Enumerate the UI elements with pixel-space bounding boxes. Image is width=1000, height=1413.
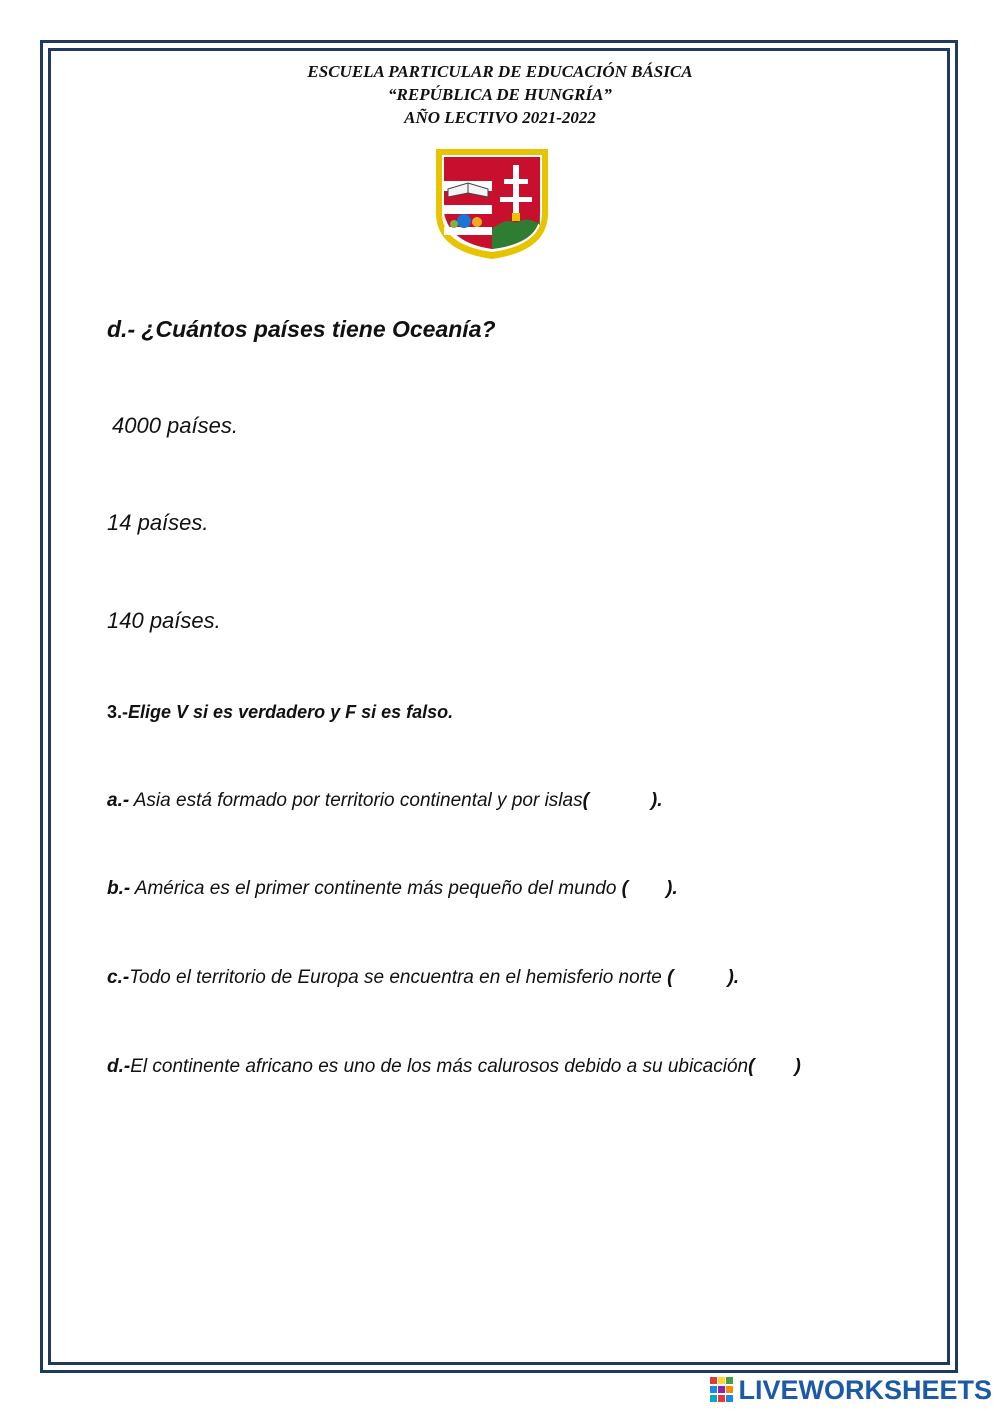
statement-a bbox=[107, 790, 663, 812]
section-instruction: Elige V si es verdadero y F si es falso. bbox=[128, 702, 454, 722]
paren-close: ) bbox=[794, 1056, 801, 1077]
statement-d bbox=[107, 1056, 801, 1078]
school-header bbox=[0, 60, 1000, 129]
answer-option-2[interactable]: 14 países. bbox=[107, 510, 209, 535]
statement-text: El continente africano es uno de los más calurosos debido a su ubicación bbox=[130, 1056, 749, 1077]
statement-text: Todo el territorio de Europa se encuentra en el hemisferio norte bbox=[129, 967, 668, 988]
statement-text: América es el primer continente más pequeño del mundo bbox=[130, 878, 622, 899]
statement-prefix: c.- bbox=[107, 967, 130, 988]
paren-close: ). bbox=[650, 790, 663, 811]
section-number: 3.- bbox=[107, 702, 129, 722]
statement-prefix: a.- bbox=[107, 790, 130, 811]
answer-option-1[interactable]: 4000 países. bbox=[112, 413, 238, 438]
watermark-text: LIVEWORKSHEETS bbox=[738, 1374, 992, 1405]
statement-text: Asia está formado por territorio continental y por islas bbox=[129, 790, 583, 811]
paren-open: ( bbox=[582, 790, 589, 811]
paren-open: ( bbox=[621, 878, 628, 899]
school-crest-icon bbox=[430, 143, 554, 263]
paren-close: ). bbox=[666, 878, 678, 899]
school-year: AÑO LECTIVO 2021-2022 bbox=[404, 108, 596, 127]
school-name: ESCUELA PARTICULAR DE EDUCACIÓN BÁSICA bbox=[307, 62, 693, 81]
liveworksheets-logo-icon bbox=[710, 1377, 734, 1403]
liveworksheets-watermark bbox=[710, 1375, 992, 1405]
statement-prefix: d.- bbox=[107, 1056, 131, 1077]
statement-c bbox=[107, 967, 739, 989]
question-title: d.- ¿Cuántos países tiene Oceanía? bbox=[107, 316, 496, 342]
statement-prefix: b.- bbox=[107, 878, 131, 899]
section-3-heading bbox=[107, 702, 453, 723]
statement-b bbox=[107, 878, 678, 900]
paren-open: ( bbox=[748, 1056, 755, 1077]
answer-option-3[interactable]: 140 países. bbox=[107, 608, 221, 633]
school-subtitle: “REPÚBLICA DE HUNGRÍA” bbox=[388, 85, 612, 104]
paren-close: ). bbox=[727, 967, 740, 988]
paren-open: ( bbox=[667, 967, 674, 988]
